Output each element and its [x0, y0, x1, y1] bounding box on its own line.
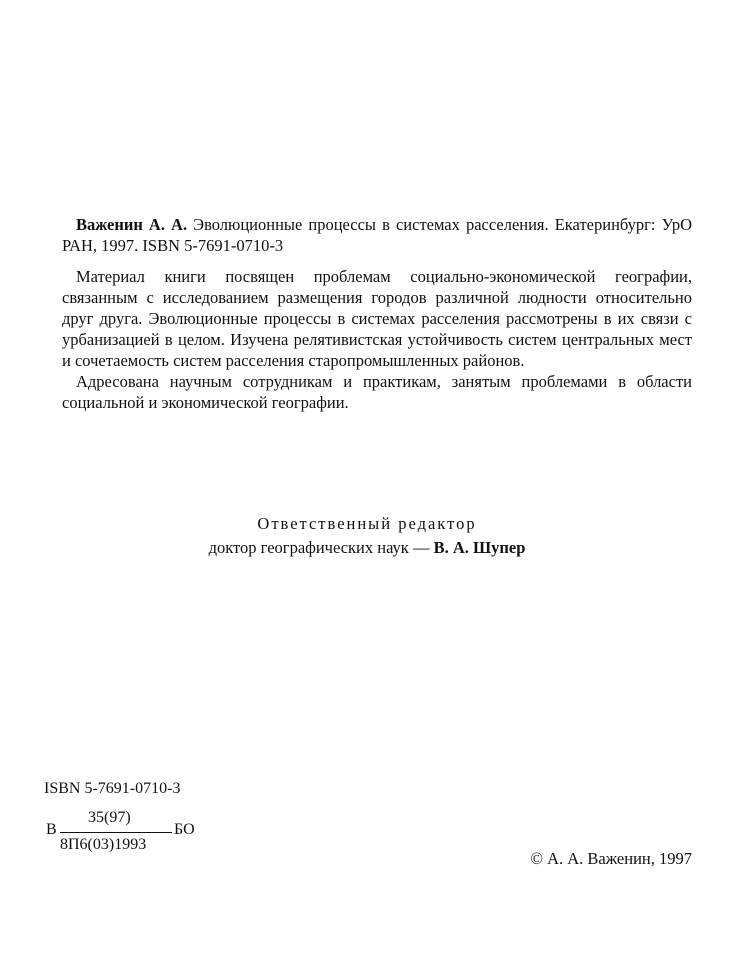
catalog-index-right-letters: БО — [174, 821, 195, 838]
catalog-index-numerator: 35(97) — [88, 809, 131, 826]
editor-degree: доктор географических наук — — [208, 538, 430, 557]
bibliographic-record — [62, 214, 692, 256]
editor-name: В. А. Шупер — [433, 538, 526, 557]
abstract-paragraph-2: Адресована научным сотрудникам и практикам, занятым проблемами в области социальной и экономической географии. — [62, 372, 692, 412]
catalog-index-fraction-bar — [60, 832, 172, 833]
editor-heading: Ответственный редактор — [257, 514, 477, 533]
copyright-notice: © А. А. Важенин, 1997 — [530, 849, 692, 868]
catalog-index — [46, 809, 206, 859]
catalog-index-denominator: 8П6(03)1993 — [60, 836, 147, 853]
author-name: Важенин А. А. — [76, 215, 188, 234]
abstract-paragraph-1: Материал книги посвящен проблемам социально-экономической географии, связанным с исследованием размещения городов различной людности относительно друг друга. Эволюционные процессы в системах расселения рассмотрены в их связи с урбанизацией в целом. Изучена релятивистская устойчивость систем центральных мест и сочетаемость систем расселения старопромышленных районов. — [62, 267, 692, 370]
isbn: ISBN 5-7691-0710-3 — [44, 780, 181, 797]
bibliographic-description: Эволюционные процессы в системах расселения. Екатеринбург: УрО РАН, 1997. ISBN 5-7691-0710-3 — [62, 215, 692, 255]
catalog-index-left-letter: В — [46, 821, 57, 838]
editor-block — [0, 512, 734, 560]
editor-line — [0, 536, 734, 560]
abstract — [62, 266, 692, 413]
